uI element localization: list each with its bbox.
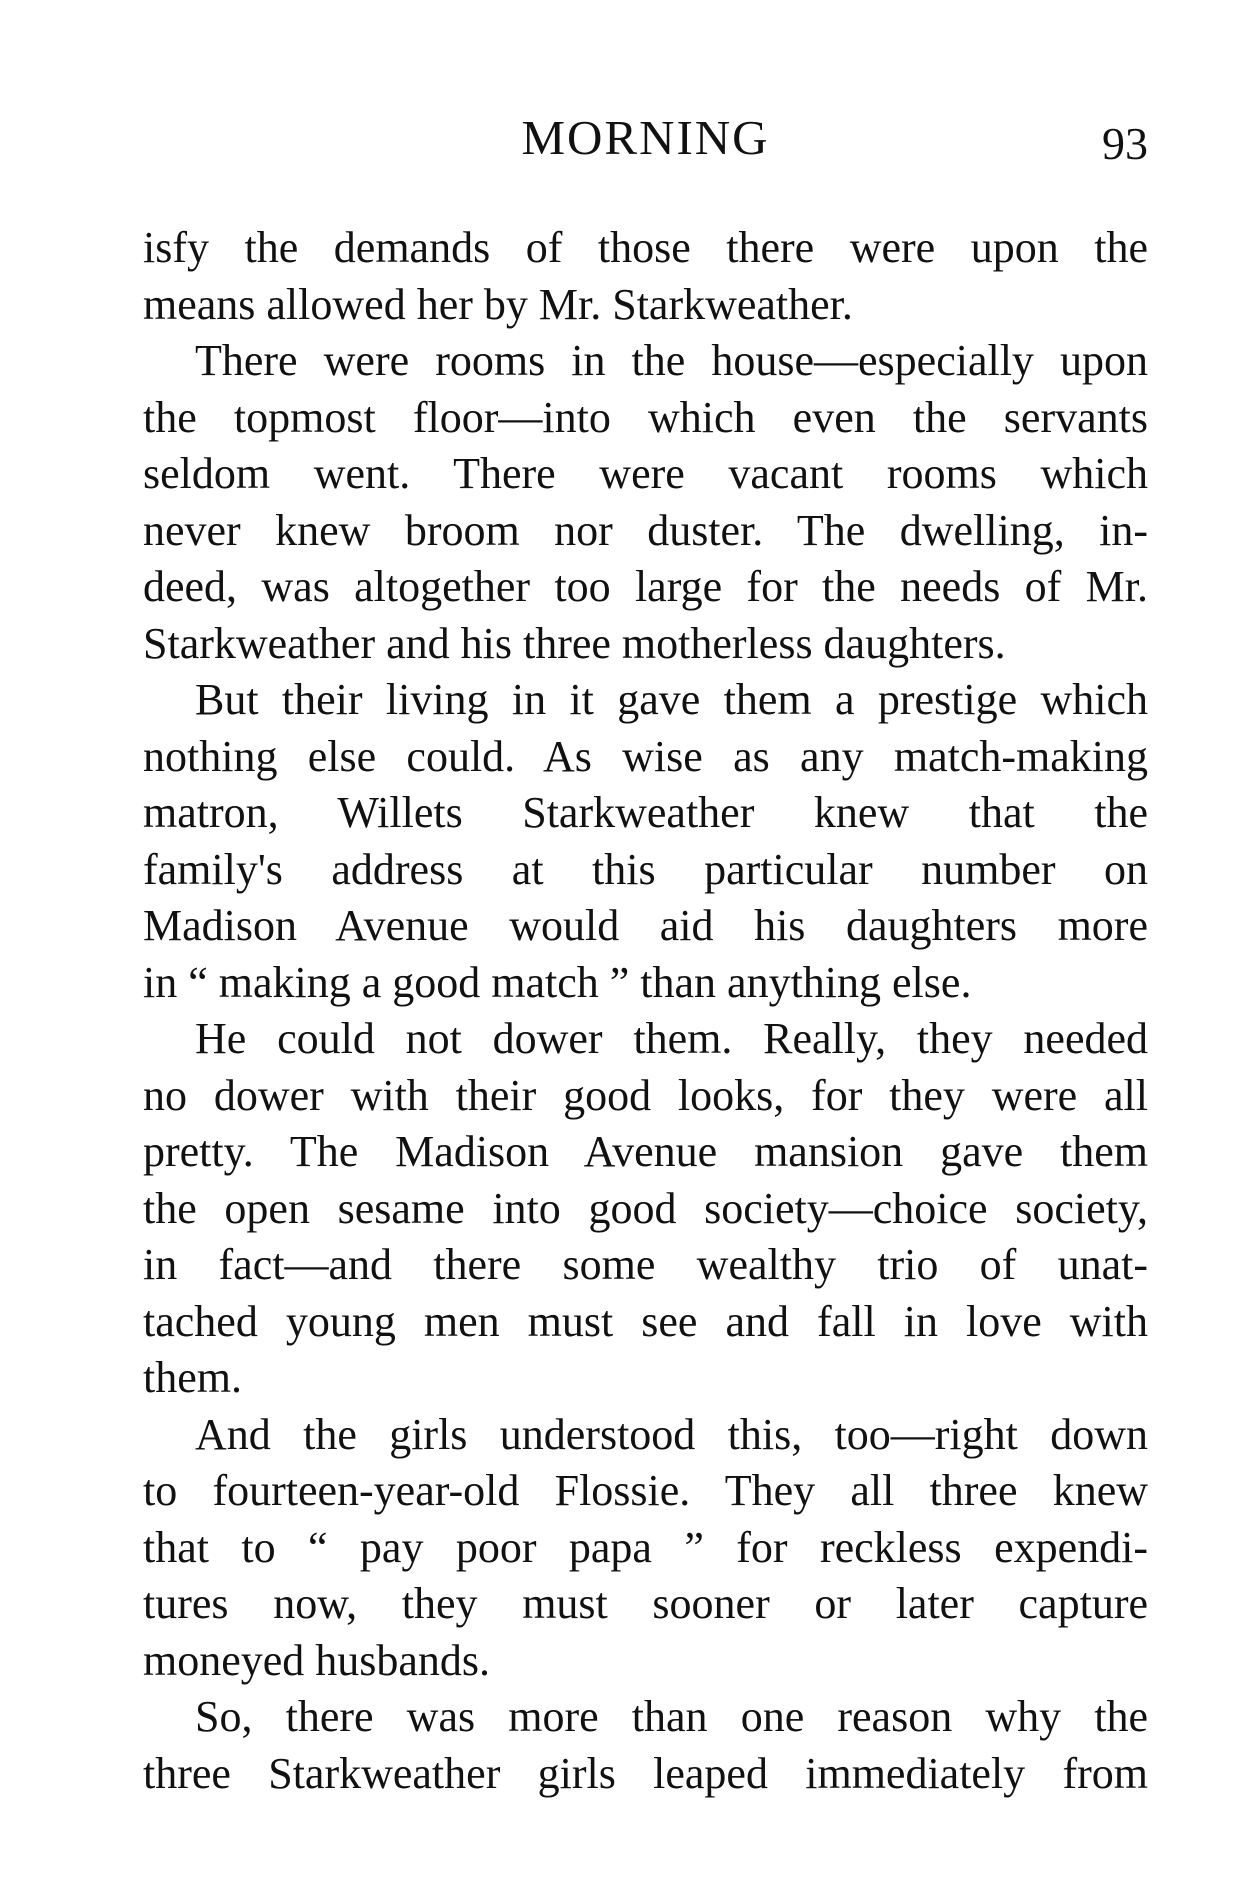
- text-line: pretty. The Madison Avenue mansion gave them: [143, 1127, 1148, 1176]
- text-line: seldom went. There were vacant rooms which: [143, 449, 1148, 498]
- text-line: the open sesame into good society—choice society,: [143, 1183, 1148, 1233]
- text-line: Starkweather and his three motherless daughters.: [143, 618, 1006, 668]
- text-line: never knew broom nor duster. The dwelling, in-: [143, 505, 1148, 555]
- text-line: to fourteen-year-old Flossie. They all three knew: [143, 1466, 1148, 1515]
- text-line: tures now, they must sooner or later capture: [143, 1579, 1148, 1628]
- text-line: But their living in it gave them a prestige which: [195, 675, 1148, 724]
- text-line: in fact—and there some wealthy trio of unat-: [143, 1240, 1148, 1289]
- text-line: There were rooms in the house—especially upon: [195, 336, 1148, 385]
- text-line: moneyed husbands.: [143, 1635, 491, 1685]
- text-line: family's address at this particular number on: [143, 844, 1148, 894]
- text-line: Madison Avenue would aid his daughters more: [143, 901, 1148, 950]
- text-line: means allowed her by Mr. Starkweather.: [143, 279, 853, 329]
- text-line: them.: [143, 1353, 242, 1402]
- text-line: matron, Willets Starkweather knew that the: [143, 788, 1148, 837]
- text-line: nothing else could. As wise as any match-making: [143, 731, 1148, 781]
- text-line: that to “ pay poor papa ” for reckless expendi-: [143, 1522, 1148, 1572]
- page-number: 93: [1102, 118, 1148, 169]
- text-line: deed, was altogether too large for the needs of Mr.: [143, 562, 1148, 611]
- text-line: three Starkweather girls leaped immediately from: [143, 1748, 1148, 1798]
- text-line: the topmost floor—into which even the servants: [143, 392, 1148, 442]
- text-line: tached young men must see and fall in love with: [143, 1296, 1148, 1346]
- body-text: [143, 220, 1148, 1802]
- text-line: in “ making a good match ” than anything else.: [143, 957, 972, 1007]
- text-line: isfy the demands of those there were upon the: [143, 223, 1148, 272]
- text-line: He could not dower them. Really, they needed: [195, 1014, 1148, 1063]
- text-line: So, there was more than one reason why the: [195, 1692, 1148, 1741]
- text-line: no dower with their good looks, for they were all: [143, 1070, 1148, 1120]
- running-head: [143, 108, 1148, 168]
- text-line: And the girls understood this, too—right down: [195, 1409, 1148, 1459]
- running-title: MORNING: [521, 110, 770, 165]
